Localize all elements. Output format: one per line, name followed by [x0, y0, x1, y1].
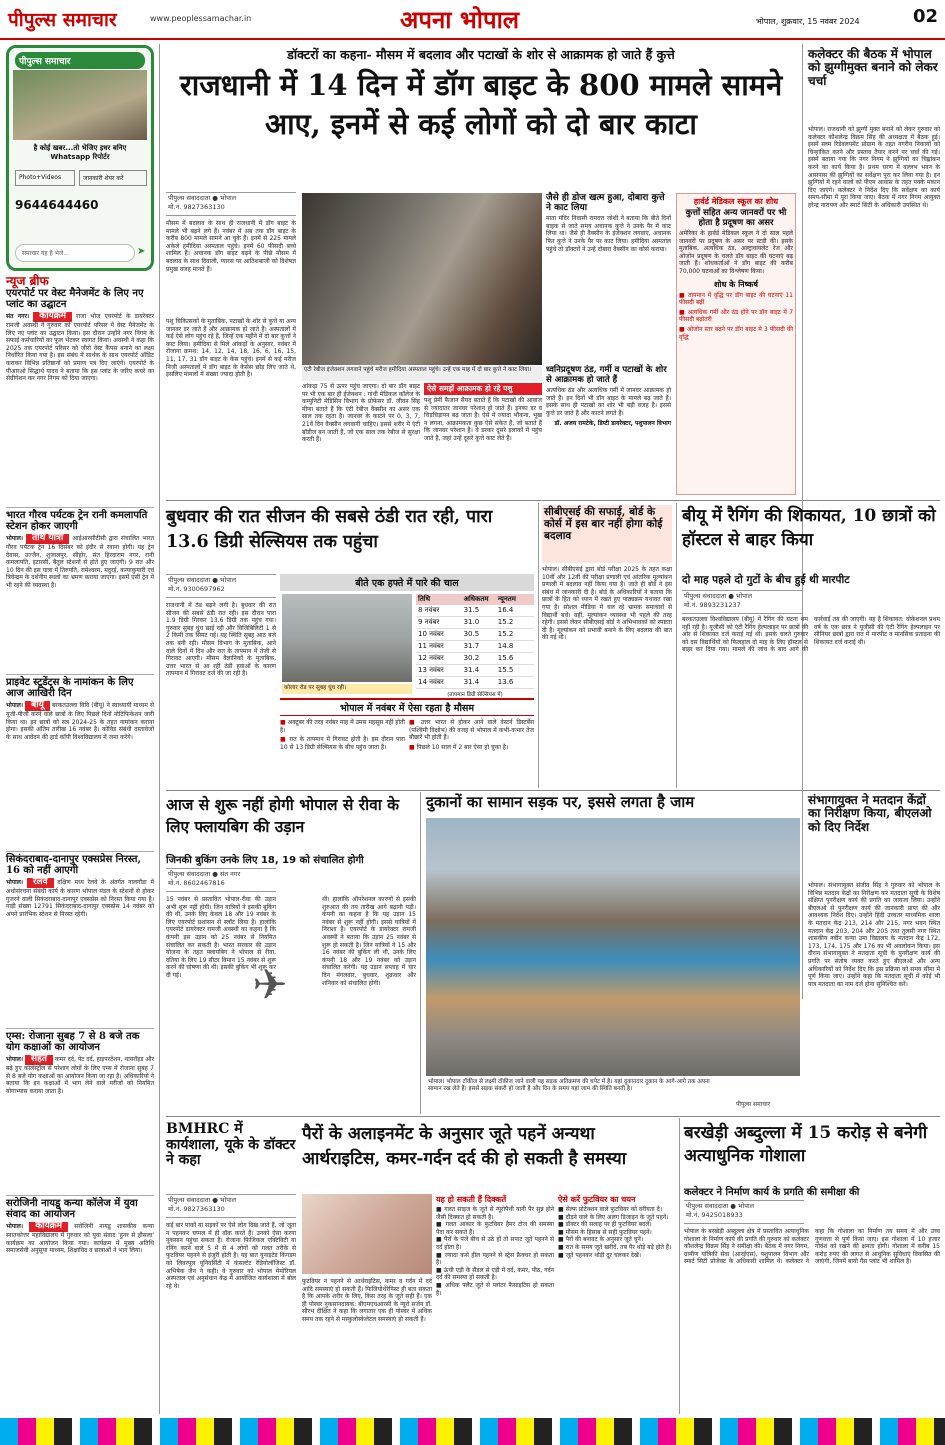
- table-note: (तापमान डिग्री सेल्सियस में): [447, 692, 503, 698]
- ragging-body: बरकतउल्ला विश्वविद्यालय (बीयू) में रैगिंग की घटना थम नहीं रही है। यूजीसी को एंटी रैगिंग हेल्पलाइन पर छात्रों की ओर से शिकायत दर्ज कराई गई थी। इसके चलते गुरुवार को दस विद्यार्थियों को फिलहाल दो माह के लिए हॉस्टल से बाहर कर दिया गया। मामले की जांच के बाद आगे की कार्रवाई तय की जाएगी। यह है शिकायत: वोकेशनल प्रथम वर्ष के एक छात्र ने यूजीसी की एंटी रैगिंग हेल्पलाइन पर सीनियर छात्रों द्वारा रात में मारपीट व मानसिक प्रताड़ना की शिकायत दर्ज कराई थी।: [682, 616, 940, 654]
- share-info-label: जानकारी शेयर करें: [79, 170, 147, 186]
- harvard-kicker: हार्वर्ड मेडिकल स्कूल का शोध: [693, 197, 779, 206]
- brief-headline[interactable]: एम्स: रोजाना सुबह 7 से 8 बजे तक योग कक्षाओं का आयोजन: [6, 1031, 140, 1054]
- brief-item-college: [6, 1198, 154, 1410]
- brief-place: संत नगर।: [6, 313, 30, 321]
- brief-tag: बीयू: [25, 701, 50, 711]
- brief-headline[interactable]: सिकंदराबाद-दानापुर एक्सप्रेस निरस्त, 16 को नहीं आएगी: [6, 854, 141, 877]
- brief-body: दक्षिण मध्य रेलवे के अंतर्गत नालगोंडा में अधोसंरचना संबंधी कार्य के कारण भोपाल मंडल के स्टेशनों से होकर गुजरने वाली सिकंदराबाद-दानापुर एक्सप्रेस को निरस्त किया गया है। गाड़ी संख्या 12791 सिकंदराबाद-दानापुर एक्सप्रेस 14 नवंबर को अपने प्रारंभिक स्टेशन से निरस्त रहेगी।: [6, 879, 154, 918]
- box-headline: भोपाल में नवंबर में ऐसा रहता है मौसम: [280, 698, 534, 716]
- cold-body: राजधानी में ठंड बढ़ने लगी है। बुधवार की रात सीजन की सबसे ठंडी रात रही। इस दौरान पारा 1.9 डिग्री गिरकर 13.6 डिग्री तक पहुंच गया। गुरुवार सुबह धुंध छाई रही और विजिबिलिटी 1 से 2 किमी तक सिमट गई। यह स्थिति सुबह आठ बजे तक बनी रही। मौसम विभाग के मुताबिक, आने वाले दिनों में दिन और रात के तापमान में तेजी से गिरावट आएगी। मौसम वैज्ञानिकों के मुताबिक, उत्तर भारत से आ रही ठंडी हवाओं के कारण तापमान में गिरावट दर्ज की जा रही है।: [166, 602, 276, 678]
- publication-logo[interactable]: पीपुल्स समाचार: [8, 9, 117, 31]
- brief-headline[interactable]: सरोजिनी नायडू कन्या कॉलेज में युवा संवाद का आयोजन: [6, 1198, 138, 1221]
- selection-box: [558, 1194, 676, 1412]
- sanjeev-headline[interactable]: संभागायुक्त ने मतदान केंद्रों का निरीक्षण किया, बीएलओ को दिए निर्देश: [808, 793, 932, 834]
- brief-place: भोपाल।: [6, 879, 24, 887]
- flight-byline: पीपुल्स संवाददाता ● संत नगर मो.नं. 8602467816: [166, 868, 276, 892]
- harvard-body: अमेरिका के हार्वर्ड मेडिकल स्कूल ने दो साल पहले जानवरों पर प्रदूषण के असर पर स्टडी की। इसके मुताबिक, अत्यधिक ठंड, अल्ट्रावायलेट रेज और ओजोन प्रदूषण के चलते डॉग बाइट की घटनाएं बढ़ जाती हैं। शोधकर्ताओं ने डॉग बाइट की करीब 70,000 घटनाओं का विश्लेषण किया।: [679, 230, 793, 275]
- box-headline: ऐसे समझें आक्रामक हो रहे पशु: [424, 383, 542, 395]
- problem-item: ■ गलत आकार के फुटवियर हैमर टोज की समस्या पैदा कर सकते हैं।: [436, 1221, 554, 1236]
- dog-body-sub: पशु चिकित्सकों के मुताबिक, पटाखों के शोर से कुत्ते या अन्य जानवर डर जाते हैं और आक्रामक हो जाते हैं। अस्पतालों में कई ऐसे लोग पहुंच रहे हैं, जिन्हें एक महीने में दो बार कुत्तों ने काट लिया। हमीदिया से मिले आंकड़ों के अनुसार, नवंबर में रोजाना क्रमश: 14, 12, 14, 18, 16, 6, 16, 15, 11, 17, 31 डॉग बाइट के केस पहुंचे। इनमें से कई मरीज निजी अस्पतालों में डॉग बाइट के केसेस छोड़ लिए जाते थे, इसलिए मामलों में संख्या ज्यादा होती है।: [166, 318, 296, 379]
- problem-item: ■ ऊंची एड़ी के सैंडल से एड़ी में दर्द, कमर, पीठ, गर्दन दर्द की समस्या हो सकती है।: [436, 1266, 555, 1282]
- aside-body: माता मंदिर निवासी रामदत्त जोशी ने बताया कि बीते दिनों बाइक से जाते समय अचानक कुत्ते ने उनके पैर में काट लिया था। जैसे ही वैक्सीन के इंजेक्शन लगवाए, अचानक फिर कुत्ते ने उनके पैर पर काट लिया। हमीदिया अस्पताल पहुंचे तो डॉक्टरों ने उन्हें दोबारा वैक्सीन का कोर्स कराया।: [546, 215, 671, 253]
- problem-item: ■ अधिक फ्लैट जूते से प्लांटर फैसाइटिस हो सकता है।: [436, 1281, 554, 1297]
- website-url[interactable]: www.peoplessamachar.in: [150, 14, 252, 23]
- collector-body: भोपाल। राजधानी को झुग्गी मुक्त बनाने को लेकर गुरुवार को कलेक्टर कौशलेन्द्र विक्रम सिंह की अध्यक्षता में बैठक हुई। इसमें स्लम रिडेवलपमेंट प्रोग्राम के तहत नगरीय निकायों को चिन्हांकित करने और प्रस्ताव तैयार करने पर चर्चा की गई। इसमें बताया गया कि नगर निगम ने झुग्गियों का चिह्नांकन करने का कार्य किया है। प्रथम चरण में वल्लभ भवन के आसपास की झुग्गियों का सर्वेक्षण पूरा कर लिया गया है। इन झुग्गियों में रहने वालों को पीएम आवास के तहत पक्के मकान दिए जाएंगे। कलेक्टर ने निर्देश दिए कि सर्वेक्षण का कार्य समय-सीमा में पूरा किया जाए। बैठक में नगर निगम आयुक्त हरेन्द्र नारायण और स्मार्ट सिटी के अधिकारी उपस्थित थे।: [808, 126, 940, 209]
- weather-point: ■ अक्टूबर की तरह नवंबर माह में उमस महसूस नहीं होती है।: [280, 719, 405, 734]
- print-color-strip: [0, 1418, 945, 1445]
- cbse-headline[interactable]: सीबीएसई की सफाई, बोर्ड के कोर्स में इस बार नहीं होगा कोई बदलाव: [542, 505, 672, 563]
- box-headline[interactable]: ध्वनिप्रदूषण ठंड, गर्मी व पटाखों के शोर से आक्रामक हो जाते हैं: [546, 365, 667, 385]
- box-headline: ऐसे करें फुटवियर का चयन: [558, 1195, 636, 1204]
- dog-body-col2: आंकड़ा 75 से ऊपर पहुंच जाएगा। दो बार डॉग बाइट पर भी एक बार ही ईजेक्शन : गांधी मेडिकल कॉलेज के कम्युनिटी मेडिसिन विभाग के प्रोफेसर डॉ. जीवन सिंह मीणा बताते हैं कि एंटी रेबीज वैक्सीन का असर एक साल तक रहता है। जानवर के काटने पर 0, 3, 7, 21वें दिन वैक्सीन लगवानी चाहिए। इससे शरीर में एंटी बॉडीज बन जाती हैं, जो एक साल तक रेबीज से सुरक्षा करती हैं।: [302, 383, 420, 444]
- brief-place: भोपाल।: [6, 535, 24, 543]
- table-row: 14 नवंबर 31.4 13.6: [416, 677, 534, 689]
- cold-byline: पीपुल्स संवाददाता ● भोपाल मो.नं. 9300697962: [166, 574, 276, 598]
- tip-item: ■ पैरों की बनावट के अनुसार जूते चुनें।: [558, 1236, 644, 1244]
- ad-title: पीपुल्स समाचार: [15, 52, 145, 69]
- gaushala-headline[interactable]: बरखेड़ी अब्दुल्ला में 15 करोड़ से बनेगी अत्याधुनिक गोशाला: [684, 1123, 928, 1166]
- findings-head: शोध के निष्कर्ष: [713, 279, 759, 289]
- brief-place: भोपाल।: [6, 702, 24, 710]
- shoes-headline[interactable]: पैरों के अलाइनमेंट के अनुसार जूते पहनें अन्यथा आर्थराइटिस, कमर-गर्दन दर्द की हो सकती है समस्या: [302, 1124, 627, 1169]
- gaushala-body: भोपाल के बरखेड़ी अब्दुल्ला क्षेत्र में प्रस्तावित अत्याधुनिक गोशाला के निर्माण कार्य की प्रगति की गुरुवार को कलेक्टर कौशलेन्द्र विक्रम सिंह ने समीक्षा की। बैठक में नगर निगम, ग्रामीण यांत्रिकी सेवा (आरईएस), पशुपालन विभाग और स्मार्ट सिटी प्रोजेक्ट के अधिकारी शामिल थे। कलेक्टर ने कहा कि गोशाला का निर्माण तय समय में और उच्च गुणवत्ता से पूर्ण किया जाए। इस गोशाला में 10 हजार गोवंश को रखने की क्षमता होगी। गोशाला में करीब 15 करोड़ रुपए की लागत से आधुनिक सुविधाएं विकसित की जाएंगी, जिनमें बायो गैस प्लांट भी शामिल है।: [684, 1228, 940, 1266]
- brief-item-bu: [6, 677, 154, 849]
- weather-point: ■ पिछले 10 साल में 2 बार ऐसा हो चुका है।: [409, 743, 509, 751]
- sanjeev-body: भोपाल। संभागायुक्त संजीव सिंह ने गुरुवार को भोपाल के विभिन्न मतदान केंद्रों का निरीक्षण कर मतदाता सूची के विशेष संक्षिप्त पुनरीक्षण कार्य की प्रगति का जायजा लिया। उन्होंने बीएलओ से पुनरीक्षण कार्य की जानकारी प्राप्त की और आवश्यक निर्देश दिए। उन्होंने हिंदी उच्चतर माध्यमिक शाला के मतदान केंद्र 213, 214 और 215, नगर भवन स्थित मतदान केंद्र 203, 204 और 205 तथा तुलसी नगर स्थित शासकीय नवीन कन्या उमा विद्यालय के मतदान केंद्र 172, 173, 174, 175 और 176 का भी अवलोकन किया। इस दौरान संभागायुक्त ने मतदाता सूची के पुनरीक्षण कार्य की प्रगति पर संतोष व्यक्त करते हुए बीएलओ और अन्य अधिकारियों को निर्देश दिए कि इस प्रक्रिया को समय सीमा में पूर्ण किया जाए। उन्होंने कहा कि मतदाता सूची में कोई भी पात्र मतदाता का नाम दर्ज होना सुनिश्चित करें।: [808, 882, 940, 988]
- dog-photo: [302, 193, 542, 365]
- dog-headline[interactable]: राजधानी में 14 दिन में डॉग बाइट के 800 मामले सामने आए, इनमें से कई लोगों को दो बार काटा: [179, 68, 783, 142]
- page-number: 02: [912, 6, 938, 27]
- airplane-icon: ✈: [252, 960, 288, 1009]
- bmhrc-headline[interactable]: BMHRC में कार्यशाला, यूके के डॉक्टर ने कहा: [166, 1121, 296, 1169]
- news-brief-label: न्यूज ब्रीफ: [6, 274, 49, 288]
- weather-point: ■ उत्तर भारत से होकर आने वाले वेस्टर्न डिस्टर्बेंस (पश्चिमी विक्षोभ) की वजह से भोपाल में कभी-कभार तेज बौछारें भी होती हैं।: [409, 719, 534, 742]
- brief-body: बरकतउल्ला विवि (बीयू) ने स्वाध्यायी माध्यम से यूजी-पीजी करने वाले छात्रों के लिए पिछले दिनों नोटिफिकेशन जारी किया था। इन छात्रों को सत्र 2024-25 के तहत नामांकन कराना होगा। इसकी अंतिम तारीख 16 नवंबर है। कोविड संबंधी दस्तावेजों के साथ आवेदन की हार्ड कॉपी विश्वविद्यालय में जमा करेंगे।: [6, 702, 154, 741]
- brief-item-railway: [6, 854, 154, 1026]
- gaushala-byline: पीपुल्स संवाददाता ● भोपाल मो.नं. 9425018933: [684, 1200, 804, 1224]
- cold-headline[interactable]: बुधवार की रात सीजन की सबसे ठंडी रात रही, पारा 13.6 डिग्री सेल्सियस तक पहुंचा: [166, 507, 493, 552]
- whatsapp-number[interactable]: 9644644460: [15, 198, 99, 212]
- fog-photo: [282, 594, 412, 682]
- brief-tag: तीर्थ यात्रा: [26, 534, 69, 544]
- november-weather-box: [280, 698, 534, 784]
- ragging-sub: दो माह पहले दो गुटों के बीच हुई थी मारपीट: [682, 574, 850, 586]
- box-signature: डॉ. अजय रामटेके, डिप्टी डायरेक्टर, पशुपालन विभाग: [554, 420, 671, 428]
- table-row: 11 नवंबर 31.7 14.8: [416, 641, 534, 653]
- dog-photo-caption: एंटी रेबीज इंजेक्शन लगवाने पहुंचे मरीज हमीदिया अस्पताल पहुंचे। उन्हें एक माह में दो बार कुत्ते ने काट लिया।: [302, 366, 542, 381]
- flight-body-2: थी। हालांकि ऑपरेशनल कारणों से इसकी शुरुआत की तय तारीख आगे बढ़ानी पड़ी। कंपनी का कहना है कि यह उड़ान 15 नवंबर से शुरू नहीं होगी। इससे यात्रियों में निराशा है। एयरपोर्ट के डायरेक्टर रामजी अवस्थी ने बताया कि उड़ान 25 नवंबर से शुरू हो सकती है। जिन यात्रियों ने 15 और 16 नवंबर की बुकिंग ली थी, उनके लिए कंपनी 18 और 19 नवंबर को उड़ान संचालित करेगी। यह उड़ान सप्ताह में चार दिन मंगलवार, बुधवार, शुक्रवार और शनिवार को संचालित होगी।: [322, 896, 416, 987]
- finding-item: ■ अत्यधिक गर्मी और ठंड होने पर डॉग बाइट में 7 फीसदी बढ़ोतरी: [679, 308, 794, 324]
- dateline: भोपाल, शुक्रवार, 15 नवंबर 2024: [756, 17, 860, 26]
- brief-item-airport: [6, 288, 154, 504]
- harvard-box: [676, 193, 796, 495]
- brief-body: आईआरसीटीसी द्वारा संचालित भारत गौरव पर्यटक ट्रेन 16 दिसंबर को इंदौर से रवाना होगी। यह ट्रेन देवास, उज्जैन, शुजालपुर, सीहोर, संत हिरदाराम नगर, रानी कमलापति, इटारसी, बैतूल स्टेशनों से होते हुए जाएगी। 9 रात और 10 दिन की इस यात्रा में तिरुपति, रामेश्वरम, मदुरई, कन्याकुमारी एवं त्रिवेन्द्रम के दर्शनीय स्थलों का भ्रमण कराया जाएगा। इसमें एसी ट्रेन में भी रहने की व्यवस्था है।: [6, 535, 154, 589]
- brief-tag: कार्यक्रम: [33, 312, 72, 322]
- brief-headline[interactable]: प्राइवेट स्टूडेंट्स के नामांकन के लिए आज आखिरी दिन: [6, 677, 134, 700]
- shops-headline[interactable]: दुकानों का सामान सड़क पर, इससे लगता है जाम: [426, 793, 695, 811]
- flight-headline[interactable]: आज से शुरू नहीं होगी भोपाल से रीवा के लिए फ्लायबिग की उड़ान: [166, 795, 400, 836]
- ragging-headline[interactable]: बीयू में रैगिंग की शिकायत, 10 छात्रों को हॉस्टल से बाहर किया: [682, 506, 936, 550]
- table-row: 13 नवंबर 31.4 15.5: [416, 665, 534, 677]
- bmhrc-byline: पीपुल्स संवाददाता ● भोपाल मो.नं. 9827363130: [166, 1194, 296, 1218]
- brief-item-train: [6, 510, 154, 672]
- harvard-title[interactable]: कुत्तों सहित अन्य जानवरों पर भी होता है प्रदूषण का असर: [685, 208, 787, 228]
- dog-aside: [546, 193, 671, 363]
- bmhrc-body: कई बार पाकों या सड़कों पर ऐसे लोग दिख जाते हैं, जो जूता न पहनकर चप्पल में ही वॉक करते हैं। उनको ऐसा करना नुकसान पहुंचा सकता है। रोजाना फिजिकल एक्टिविटी या रनिंग करने वाले 5 में से 4 लोगों को गलत तरीके से फुटवियर पहनने से इंजुरी होती है। यह बात यूनाइटेड किंगडम को लिवरपूल यूनिवर्सिटी में कंसल्टेंट रेडियोलॉजिस्ट डॉ. अभिषेक जैन ने कही। वे गुरुवार को भोपाल मेमोरियल अस्पताल एवं अनुसंधान केंद्र में आयोजित कार्यशाला में बोल रहे थे।: [166, 1222, 296, 1290]
- send-icon[interactable]: ➤: [137, 246, 146, 257]
- dog-aggressive-box: [424, 383, 542, 495]
- problem-item: ■ ज्यादा कसे हील पहनने से स्ट्रेस फ्रैक्चर हो सकता है।: [436, 1251, 555, 1267]
- shops-photo: [426, 818, 800, 1076]
- table-header-row: तिथि अधिकतम न्यूनतम: [416, 594, 534, 605]
- brief-tag: कार्यक्रम: [29, 1222, 68, 1232]
- brief-body: राजा भोज एयरपोर्ट के डायरेक्टर रामजी अवस्थी ने गुरुवार को एयरपोर्ट परिसर में वेस्ट मैनेजमेंट के लिए नए प्लांट का उद्घाटन किया। इस दौरान उन्होंने नगर निगम के सफाई कर्मचारियों का फूल भेंटकर स्वागत किया। अवस्थी ने कहा कि 2025 तक एयरपोर्ट परिसर को जीरो वेस्ट कैंपस बनाने का लक्ष्य निर्धारित किया गया है। इस संबंध में सार्थक के साथ एयरपोर्ट ऑडिट कराकर विभिन्न प्रतिष्ठानों को प्रमाण पत्र दिए जाएंगे। एयरपोर्ट के पीआरओ सिद्धार्थ यादव ने बताया कि इस प्लांट के जरिए कचरे का सेग्रीगेशन कर नगर निगम को दिया जाएगा।: [6, 313, 154, 383]
- ad-tagline: है कोई खबर...तो भेजिए इधर बनिए Whatsapp रिपोर्टर: [33, 144, 127, 161]
- flight-body: 15 नवंबर से प्रस्तावित भोपाल-रीवा की उड़ान अभी शुरू नहीं होगी। जिन यात्रियों ने इसकी बुकिंग की थी, उनके लिए केवल 18 और 19 नवंबर के लिए एयरपोर्ट प्रशासन से स्लॉट लिया है। हालांकि एयरपोर्ट डायरेक्टर रामजी अवस्थी का कहना है कि कंपनी इस उड़ान को 25 नवंबर से नियमित संचालित कर सकती है। भारत सरकार की उड़ान योजना के तहत फ्लायबिग ने भोपाल से रीवा, दतिया के लिए 19 सीटर विमान 15 नवंबर से शुरू करने की घोषणा की थी। इसकी बुकिंग भी शुरू कर दी गई।: [166, 896, 276, 979]
- brief-headline[interactable]: भारत गौरव पर्यटक ट्रेन रानी कमलापति स्टेशन होकर जाएगी: [6, 510, 148, 533]
- table-row: 9 नवंबर 31.0 15.2: [416, 617, 534, 629]
- tip-item: ■ जूते पहनकर थोड़ी दूर चलकर देखें।: [558, 1251, 642, 1259]
- problem-item: ■ गलत साइज के जूते से न्यूरोपैथी यानी पैर सुन्न होने जैसी दिक्कत हो सकती है।: [436, 1206, 554, 1221]
- photo-videos-label: Photo+Videos: [15, 170, 75, 186]
- brief-item-aiims: [6, 1031, 154, 1193]
- tip-item: ■ मौसम के हिसाब से सही फुटवियर पहनें।: [558, 1228, 652, 1236]
- fog-caption: कोलार रोड पर सुबह धुंध रही।: [282, 684, 412, 694]
- box-body: पशु प्रेमी फैजान सैयद बताते हैं कि पटाखों की आवाज से ज्यादातर जानवर परेशान हो जाते हैं। इनका डर व चिड़चिड़ापन बढ़ जाता है। ऐसे में ज्यादा भौंकना, भूख न लगना, आक्रामकता कुछ ऐसे संकेत हैं, जो बताते हैं कि जानवर परेशान है। वे डरकर दूसरे इलाकों में पहुंच जाते हैं, जहां उन्हें दूसरे कुत्ते काट लेते हैं।: [424, 397, 542, 442]
- table-row: 10 नवंबर 30.5 15.2: [416, 629, 534, 641]
- brief-body: कमर दर्द, पेट दर्द, हाइपरटेंशन, थायरॉइड और बढ़े हुए कोलेस्ट्रॉल से परेशान लोगों के लिए एम्स में रोजाना सुबह 7 से 8 बजे योग कक्षाओं का आयोजन किया जा रहा है। अधिकारियों ने बताया कि इन कक्षाओं में भाग लेने वाले मरीजों को नियमित योगाभ्यास कराया जाता है।: [6, 1056, 154, 1095]
- tip-item: ■ डॉक्टर की सलाह पर ही फुटवियर बदलें।: [558, 1221, 652, 1229]
- dog-byline: पीपुल्स संवाददाता ● भोपाल मो.नं. 9827363130: [166, 192, 296, 216]
- box-headline: यह हो सकती हैं दिक्कतें: [436, 1195, 507, 1204]
- problem-item: ■ पैरों के पंजे बीच से उठे हों तो सपाट जूते पहनने से दर्द होता है।: [436, 1236, 554, 1251]
- finding-item: ■ तापमान में वृद्धि पर डॉग बाइट की घटनाएं 11 फीसदी बढ़ीं: [679, 291, 793, 307]
- feet-photo: [302, 1194, 432, 1274]
- tip-item: ■ सेल्फ प्रोटेक्शन वाले फुटवियर को वरीयता दें।: [558, 1206, 663, 1213]
- flight-sub: जिनकी बुकिंग उनके लिए 18, 19 को संचालित होगी: [166, 855, 364, 866]
- section-title: अपना भोपाल: [400, 5, 520, 34]
- dog-body-lead: मौसम में बदलाव के साथ ही राजधानी में डॉग बाइट के मामले भी बढ़ने लगे हैं। नवंबर में अब तक डॉग बाइट के करीब 800 मामले सामने आ चुके हैं। इनमें से 225 मामले अकेले हमीदिया अस्पताल पहुंचे। इनमें 60 फीसदी बच्चे शामिल हैं। अचानक डॉग बाइट बढ़ने के पीछे मौसम में बदलाव के साथ दिवाली, ग्यारस पर आतिशबाजी को विशेषज्ञ प्रमुख वजह मानते हैं।: [166, 220, 296, 273]
- finding-item: ■ ओजोन स्तर बढ़ने पर डॉग बाइट में 3 फीसदी की वृद्धि: [679, 325, 794, 341]
- dog-cold-box: [546, 366, 671, 496]
- brief-tag: रेलवे: [27, 878, 54, 888]
- table-row: 12 नवंबर 30.2 15.6: [416, 653, 534, 665]
- brief-place: भोपाल।: [6, 1056, 24, 1064]
- ragging-byline: पीपुल्स संवाददाता ● भोपाल मो.नं. 9893231237: [682, 590, 802, 614]
- brief-tag: सेहत: [25, 1055, 53, 1065]
- temp-table-grid: [416, 594, 534, 698]
- masthead: [0, 0, 945, 40]
- table-title: बीते एक हफ्ते में पारे की चाल: [280, 574, 534, 591]
- brief-body: सरोजिनी नायडू शासकीय कन्या स्नातकोत्तर महाविद्यालय में गुरुवार को युवा संवाद 'हुनर से हौसला' कार्यक्रम का आयोजन किया गया। कार्यक्रम में मुख्य अतिथि समाजसेवी अनुसूया माध्यम, शिक्षाविद व छात्राओं ने भाग लिया।: [6, 1223, 154, 1255]
- dog-kicker: डॉक्टरों का कहना- मौसम में बदलाव और पटाखों के शोर से आक्रामक हो जाते हैं कुत्ते: [287, 47, 675, 62]
- gaushala-sub: कलेक्टर ने निर्माण कार्य के प्रगति की समीक्षा की: [684, 1187, 860, 1198]
- shoes-body: फुटवियर न पहनने से आर्थराइटिस, कमर व गर्दन में दर्द आदि समस्याएं हो सकती हैं। फिजियोथेरेपिस्ट ही बता सकता है कि आपके शरीर के लिए, किस तरह के जूते सही हैं। एक ही पोस्चर नुकसानदायक: बीएमएचआरसी के न्यूरो सर्जन डॉ. सौरभ दीक्षित ने कहा कि लगातार एक ही पोस्चर में अधिक समय तक रहने से मस्कुलोस्केलेटल समस्याएं हो सकती हैं।: [302, 1278, 432, 1323]
- brief-place: भोपाल।: [6, 1223, 24, 1231]
- aside-headline[interactable]: जैसे ही डोज खत्म हुआ, दोबारा कुत्ते ने काट लिया: [546, 193, 665, 214]
- table-row: 8 नवंबर 31.5 16.4: [416, 605, 534, 617]
- box-body: अत्यधिक ठंड और अत्यधिक गर्मी में जानवर आक्रामक हो जाते हैं। इन दिनों भी डॉग बाइट के मामले बढ़ जाते हैं। इसके साथ ही पटाखों का शोर भी बड़ी वजह है। इससे कुत्ते डर जाते हैं और काटने लगते हैं।: [546, 387, 671, 417]
- ad-photo: [13, 70, 147, 140]
- problems-box: [436, 1194, 554, 1412]
- cbse-body: भोपाल। सीबीएसई द्वारा बोर्ड परीक्षा 2025 के तहत कक्षा 10वीं और 12वीं की परीक्षा प्रणाली एवं आंतरिक मूल्यांकन प्रणाली में बदलाव नहीं किया गया है। जाते ही बोर्ड ने इस संबंध में जानकारी दी है। बोर्ड के अधिकारियों ने बताया कि छात्रों के हित को ध्यान में रखते हुए पाठ्यक्रम यथावत रखा गया है। सोशल मीडिया में चल रहे भ्रामक समाचारों से विद्यार्थी बचें। वहीं, मूल्यांकन व्यवस्था भी पहले की तरह रहेगी। इससे लेकर सीबीएसई बोर्ड ने अभिभावकों को स्पष्टता दी है। मूल्यांकन को प्रभावी बनाने के लिए बदलाव की बात की गई थी।: [542, 566, 672, 642]
- shops-caption: भोपाल। भोपाल टॉकीज से लक्ष्मी टॉकीज जाने वाली यह सड़क अतिक्रमण की चपेट में है। यहां दुकानदार दुकान के आगे-आगे तक अपना सामान रख लेते हैं। इससे सड़क संकरी हो जाती है और दिन के समय यहां जाम की स्थिति बनती है।: [426, 1078, 726, 1106]
- chat-input[interactable]: समाचार यह है भेजे...: [15, 244, 135, 262]
- shops-credit: पीपुल्स समाचार: [736, 1101, 771, 1108]
- weather-point: ■ रात के तापमान में गिरावट होती है। इस दौरान पारा 10 से 13 डिग्री सेल्सियस के बीच पहुंच जाता है।: [280, 736, 405, 751]
- collector-headline[interactable]: कलेक्टर की बैठक में भोपाल को झुग्गीमुक्त बनाने को लेकर चर्चा: [808, 47, 938, 88]
- brief-headline[interactable]: एयरपोर्ट पर वेस्ट मैनेजमेंट के लिए नए प्लांट का उद्घाटन: [6, 288, 144, 311]
- whatsapp-reporter-ad[interactable]: [6, 45, 154, 271]
- tip-item: ■ दौड़ने वाले के लिए अलग डिजाइन के जूते पहनें।: [558, 1213, 669, 1221]
- tip-item: ■ रात के समय जूते खरीदें, तब पैर थोड़े बड़े होते हैं।: [558, 1243, 672, 1251]
